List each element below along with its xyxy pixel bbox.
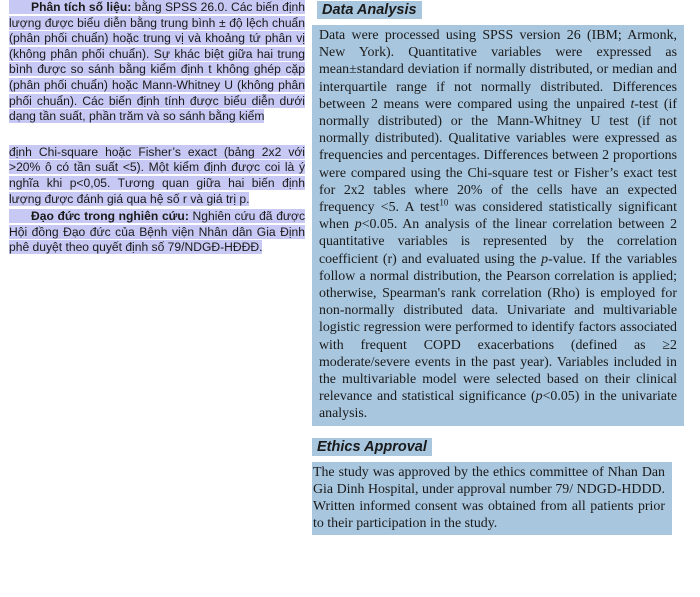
vi-data-analysis-text: bằng SPSS 26.0. Các biến định lượng được biểu diễn bằng trung bình ± độ lệch chuẩn (phân phối chuẩn) hoặc trung vị và khoảng tứ phân vị (không phân phối chuẩn). Sự khác biệt giữa hai trung bình được so sánh bằng kiểm định t không ghép cặp (phân phối chuẩn) hoặc Mann-Whitney U (không phân phối chuẩn). Các biến định tính được biểu diễn dưới dạng tần suất, phần trăm và so sánh bằng kiểm — [9, 0, 306, 124]
ethics-approval-paragraph: The study was approved by the ethics committee of Nhan Dan Gia Dinh Hospital, under approval number 79/ NDGD-HDDD. Written informed consent was obtained from all patients prior to their participation in the study. — [312, 462, 672, 536]
da-text-2: -test (if normally distributed) or the Mann-Whitney U test (if not normally distributed). Qualitative variables were expressed as frequencies and percentages. Differences between 2 proportions were compared using the Chi-square test or Fisher’s exact test for 2x2 tables where 20% of the cells have an expected frequency <5. A test — [319, 96, 677, 216]
da-p-italic-2: p — [541, 251, 549, 267]
da-text-6: <0.05) in the univariate analysis. — [319, 389, 677, 422]
da-t-italic: t — [630, 96, 635, 112]
vi-data-analysis-continued — [9, 145, 305, 207]
da-citation-superscript: 10 — [439, 197, 449, 208]
ethics-approval-heading: Ethics Approval — [312, 438, 432, 456]
vi-highlight-1 — [9, 0, 305, 123]
vi-data-analysis-paragraph — [9, 0, 305, 125]
section-gap — [312, 426, 685, 438]
da-p-italic-1: p — [354, 217, 362, 233]
vi-ethics-paragraph — [9, 209, 305, 256]
vi-ethics-text: Nghiên cứu đã được Hội đồng Đạo đức của Bệnh viện Nhân dân Gia Định phê duyệt theo quyết định số 79/NDGĐ-HĐĐĐ. — [9, 209, 306, 255]
vi-highlight-2: định Chi-square hoặc Fisher’s exact (bảng 2x2 với >20% ô có tần suất <5). Một kiểm định được coi là ý nghĩa khi p<0,05. Tương quan giữa hai biến định lượng được đánh giá qua hệ số r và giá trị p. — [9, 144, 305, 206]
da-text-1: Data were processed using SPSS version 26 (IBM; Armonk, New York). Quantitative variables were expressed as mean±standard deviation if normally distributed, or median and interquartile range if not normally distributed. Differences between 2 means were compared using the unpaired — [319, 28, 677, 112]
da-text-5: -value. If the variables follow a normal distribution, the Pearson correlation is applied; otherwise, Spearman's rank correlation (Rho) is employed for non-normally distributed data. Univariate and multivariable logistic regression were performed to identify factors associated with frequent COPD exacerbations (defined as ≥2 moderate/severe events in the past year). Variables included in the multivariable model were selected based on their clinical relevance and statistical significance ( — [319, 251, 677, 405]
vi-highlight-3 — [9, 209, 305, 254]
da-text-3: was considered statistically significant when — [319, 200, 677, 233]
column-break-gap — [9, 125, 305, 145]
english-column — [312, 0, 685, 535]
vi-ethics-lead: Đạo đức trong nghiên cứu: — [31, 209, 189, 224]
da-p-italic-3: p — [535, 389, 543, 405]
data-analysis-paragraph — [312, 25, 684, 426]
vietnamese-column — [9, 0, 305, 256]
vi-data-analysis-lead: Phân tích số liệu: — [31, 0, 132, 14]
data-analysis-heading: Data Analysis — [317, 1, 422, 19]
da-text-4: <0.05. An analysis of the linear correlation between 2 quantitative variables is represented by the correlation coefficient (r) and evaluated using the — [319, 217, 678, 267]
